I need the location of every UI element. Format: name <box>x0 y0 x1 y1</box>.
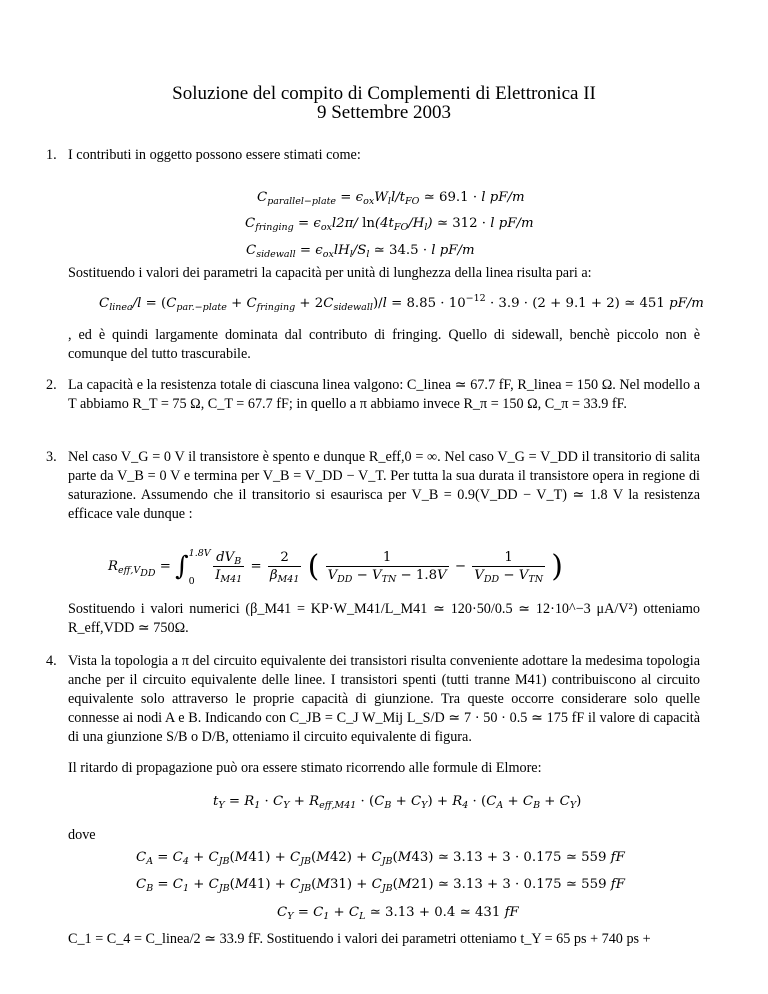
equation-reff: $R_{eff,V_{DD}} = \int^{1.8V}_0$ $\frac{dV_B}{I_{M41}}$ = $\frac{2}{\beta_{M41}}$ ( $\frac{1}{V_{DD} - V_{TN} - 1.8V}$ − $\frac{1}{V_{DD} - V_{TN}}$ ) <box>108 548 563 587</box>
item-number: 1. <box>46 147 57 163</box>
dove-label: dove <box>68 827 96 843</box>
item-4-elmore-text: Il ritardo di propagazione può ora essere stimato ricorrendo alle formule di Elmore: <box>68 760 542 776</box>
item-number: 4. <box>46 653 57 669</box>
item-1 <box>46 146 700 165</box>
item-3-text: Nel caso V_G = 0 V il transistore è spento e dunque R_eff,0 = ∞. Nel caso V_G = V_DD il transitorio di salita parte da V_B = 0 V e termina per V_B = V_DD − V_T. Per tutta la sua durata il transistore opera in regione di saturazione. Assumendo che il transitorio si esaurisca per V_B = 0.9(V_DD − V_T) ≃ 1.8 V la resistenza efficace vale dunque : <box>68 449 700 522</box>
item-1-intro: I contributi in oggetto possono essere stimati come: <box>68 147 361 163</box>
item-3 <box>46 448 700 524</box>
item-3-outro: Sostituendo i valori numerici (β_M41 = KP·W_M41/L_M41 ≃ 120·50/0.5 ≃ 12·10^−3 μA/V²) otteniamo R_eff,VDD ≃ 750Ω. <box>68 601 700 636</box>
equation-parallel-plate: $C_{parallel-plate} = \epsilon_{ox}W_ll/t_{FO}$ ≃ 69.1 · l pF/m <box>257 190 525 207</box>
equation-sidewall: $C_{sidewall} = \epsilon_{ox}lH_l/S_l$ ≃ 34.5 · l pF/m <box>246 243 475 260</box>
item-4 <box>46 652 700 747</box>
item-1-outro: , ed è quindi largamente dominata dal contributo di fringing. Quello di sidewall, benchè piccolo non è comunque del tutto trascurabile. <box>68 327 700 362</box>
item-2-text: La capacità e la resistenza totale di ciascuna linea valgono: C_linea ≃ 67.7 fF, R_linea = 150 Ω. Nel modello a T abbiamo R_T = 75 Ω, C_T = 67.7 fF; in quello a π abbiamo invece R_π = 150 Ω, C_π = 33.9 fF. <box>68 377 700 412</box>
equation-ca: $C_A = C_4 + C_{JB}(M41) + C_{JB}(M42) + C_{JB}(M43)$ ≃ 3.13 + 3 · 0.175 ≃ 559 fF <box>136 850 625 867</box>
item-number: 2. <box>46 377 57 393</box>
item-4-text: Vista la topologia a π del circuito equivalente dei transistori risulta conveniente adottare la medesima topologia anche per il circuito equivalente delle linee. I transistori spenti (tutti tranne M41) contribuiscono al circuito equivalente solo attraverso le proprie capacità di giunzione. Tra queste occorre considerare solo quelle connesse ai nodi A e B. Indicando con C_JB = C_J W_Mij L_S/D ≃ 7 · 50 · 0.5 ≃ 175 fF il valore di capacità di una giunzione S/B o D/B, otteniamo il circuito equivalente di figura. <box>68 653 700 745</box>
equation-ty: $t_Y = R_1 \cdot C_Y + R_{eff,M41} \cdot (C_B + C_Y) + R_4 \cdot (C_A + C_B + C_Y)$ <box>213 794 582 811</box>
item-2 <box>46 376 700 414</box>
document-date: 9 Settembre 2003 <box>316 102 452 123</box>
equation-cb: $C_B = C_1 + C_{JB}(M41) + C_{JB}(M31) + C_{JB}(M21)$ ≃ 3.13 + 3 · 0.175 ≃ 559 fF <box>136 877 625 894</box>
item-1-mid-text: Sostituendo i valori dei parametri la capacità per unità di lunghezza della linea risulta pari a: <box>68 265 592 281</box>
equation-linea: $C_{linea}/l = (C_{par.-plate} + C_{fringing} + 2C_{sidewall})/l = 8.85 \cdot 10^{-12} \cdot 3.9 \cdot (2 + 9.1 + 2)$ ≃ 451 pF/m <box>99 293 704 313</box>
equation-cy: $C_Y = C_1 + C_L$ ≃ 3.13 + 0.4 ≃ 431 fF <box>277 905 519 922</box>
item-4-last-line: C_1 = C_4 = C_linea/2 ≃ 33.9 fF. Sostituendo i valori dei parametri otteniamo t_Y = 65 ps + 740 ps + <box>68 931 651 947</box>
document-title: Soluzione del compito di Complementi di Elettronica II <box>172 83 596 104</box>
item-number: 3. <box>46 449 57 465</box>
equation-fringing: $C_{fringing} = \epsilon_{ox}l2\pi/$ $\ln(4t_{FO}/H_l)$ ≃ 312 · l pF/m <box>245 216 534 233</box>
